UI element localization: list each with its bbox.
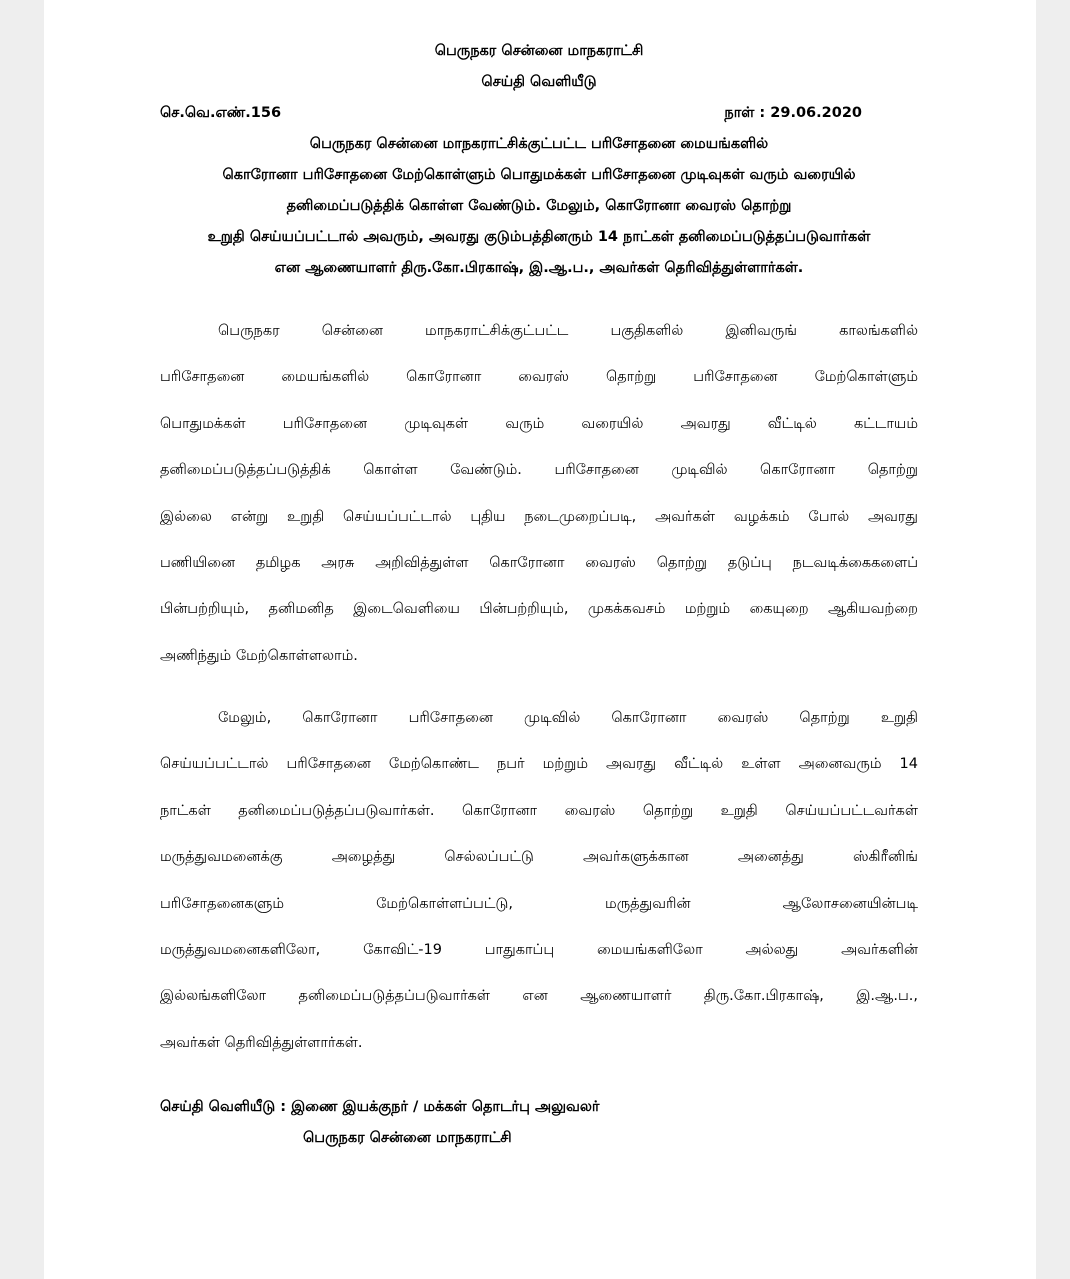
paragraph2-line: மருத்துவமனைகளிலோ, கோவிட்-19 பாதுகாப்பு மையங்களிலோ அல்லது அவர்களின் [160, 942, 918, 958]
paragraph2-line: இல்லங்களிலோ தனிமைப்படுத்தப்படுவார்கள் என ஆணையாளர் திரு.கோ.பிரகாஷ், இ.ஆ.ப., [160, 988, 918, 1005]
paragraph2-line: மருத்துவமனைக்கு அழைத்து செல்லப்பட்டு அவர்களுக்கான அனைத்து ஸ்கிரீனிங் [160, 849, 918, 866]
paragraph1-line: பொதுமக்கள் பரிசோதனை முடிவுகள் வரும் வரையில் அவரது வீட்டில் கட்டாயம் [160, 415, 918, 432]
paragraph1-line: பணியினை தமிழக அரசு அறிவித்துள்ள கொரோனா வைரஸ் தொற்று தடுப்பு நடவடிக்கைகளைப் [160, 555, 918, 571]
footer-line-2: பெருநகர சென்னை மாநகராட்சி [303, 1130, 512, 1146]
paragraph2-line: நாட்கள் தனிமைப்படுத்தப்படுவார்கள். கொரோனா வைரஸ் தொற்று உறுதி செய்யப்பட்டவர்கள் [160, 802, 918, 819]
paragraph1-line: இல்லை என்று உறுதி செய்யப்பட்டால் புதிய நடைமுறைப்படி, அவர்கள் வழக்கம் போல் அவரது [160, 508, 918, 525]
paragraph1-line: பின்பற்றியும், தனிமனித இடைவெளியை பின்பற்றியும், முகக்கவசம் மற்றும் கையுறை ஆகியவற்றை [160, 601, 918, 618]
headline-line: தனிமைப்படுத்திக் கொள்ள வேண்டும். மேலும், கொரோனா வைரஸ் தொற்று [286, 198, 792, 214]
headline-line: கொரோனா பரிசோதனை மேற்கொள்ளும் பொதுமக்கள் பரிசோதனை முடிவுகள் வரும் வரையில் [222, 167, 856, 183]
ref-date-row [160, 103, 862, 123]
headline-line: பெருநகர சென்னை மாநகராட்சிக்குட்பட்ட பரிசோதனை மையங்களில் [309, 136, 769, 152]
paragraph2-line: செய்யப்பட்டால் பரிசோதனை மேற்கொண்ட நபர் மற்றும் அவரது வீட்டில் உள்ள அனைவரும் 14 [160, 756, 918, 773]
document-page [44, 0, 1036, 1279]
paragraph1-line: அணிந்தும் மேற்கொள்ளலாம். [160, 647, 358, 664]
paragraph1-line: பரிசோதனை மையங்களில் கொரோனா வைரஸ் தொற்று பரிசோதனை மேற்கொள்ளும் [160, 369, 918, 386]
headline-line: என ஆணையாளர் திரு.கோ.பிரகாஷ், இ.ஆ.ப., அவர்கள் தெரிவித்துள்ளார்கள். [274, 260, 804, 276]
footer-line-1: செய்தி வெளியீடு : இணை இயக்குநர் / மக்கள் தொடர்பு அலுவலர் [160, 1099, 600, 1115]
org-title: பெருநகர சென்னை மாநகராட்சி [434, 43, 644, 59]
paragraph1-line: தனிமைப்படுத்தப்படுத்திக் கொள்ள வேண்டும். பரிசோதனை முடிவில் கொரோனா தொற்று [160, 462, 918, 479]
paragraph1-line: பெருநகர சென்னை மாநகராட்சிக்குட்பட்ட பகுதிகளில் இனிவருங் காலங்களில் [218, 323, 918, 339]
paragraph2-line: மேலும், கொரோனா பரிசோதனை முடிவில் கொரோனா வைரஸ் தொற்று உறுதி [218, 710, 918, 726]
date: நாள் : 29.06.2020 [724, 105, 862, 121]
doc-type: செய்தி வெளியீடு [481, 74, 597, 90]
headline-line: உறுதி செய்யப்பட்டால் அவரும், அவரது குடும்பத்தினரும் 14 நாட்கள் தனிமைப்படுத்தப்படுவார்கள் [207, 229, 871, 245]
ref-number: செ.வெ.எண்.156 [160, 105, 282, 121]
paragraph2-line: பரிசோதனைகளும் மேற்கொள்ளப்பட்டு, மருத்துவரின் ஆலோசனையின்படி [160, 895, 918, 912]
paragraph2-line: அவர்கள் தெரிவித்துள்ளார்கள். [160, 1034, 363, 1051]
